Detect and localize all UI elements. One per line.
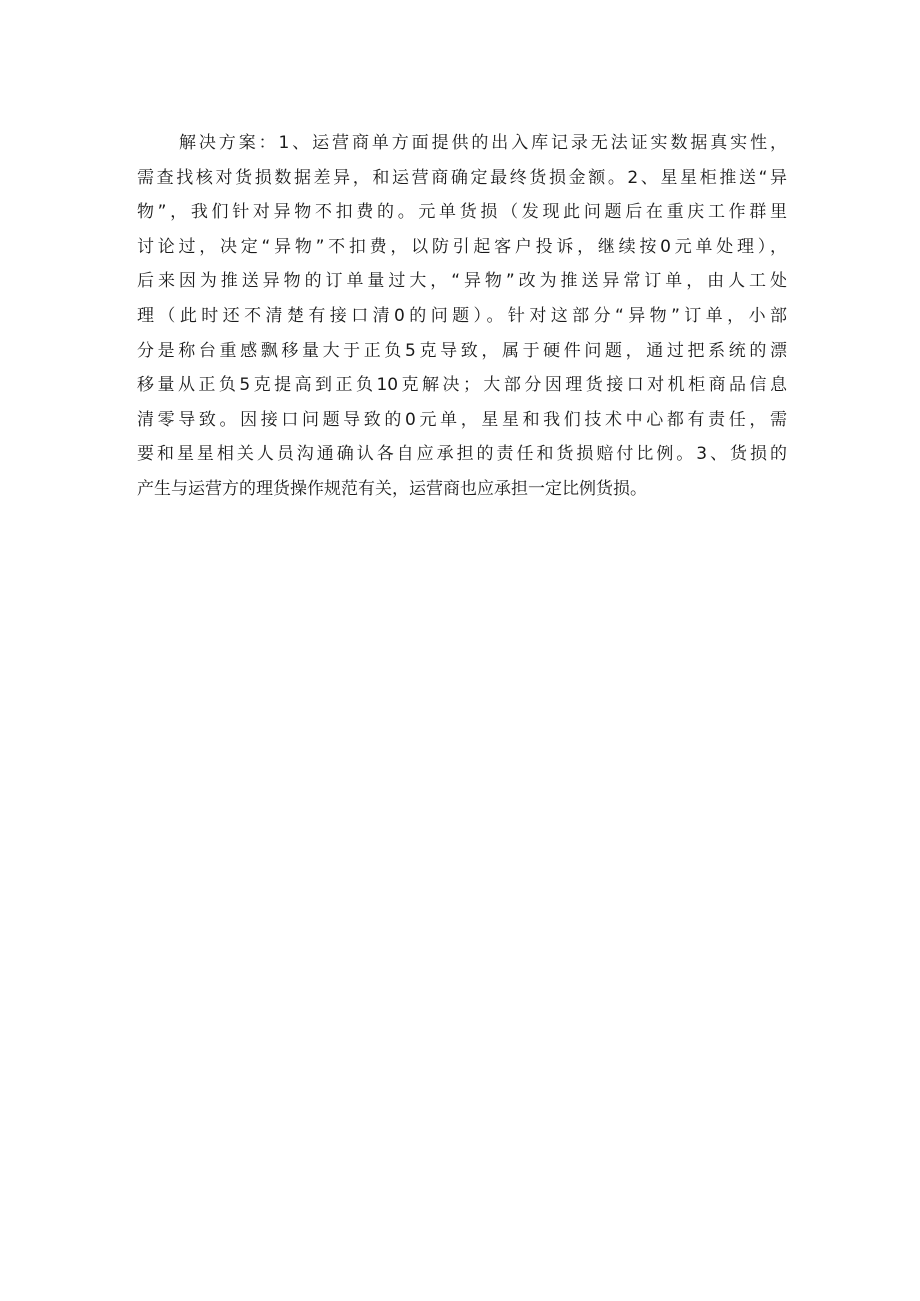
paragraph-line: 需查找核对货损数据差异，和运营商确定最终货损金额。2、星星柜推送“异 xyxy=(137,167,787,188)
paragraph-line: 物”，我们针对异物不扣费的。元单货损（发现此问题后在重庆工作群里 xyxy=(137,202,787,223)
paragraph-line: 讨论过，决定“异物”不扣费，以防引起客户投诉，继续按0元单处理）， xyxy=(137,236,787,257)
paragraph-line: 分是称台重感飘移量大于正负5克导致，属于硬件问题，通过把系统的漂 xyxy=(137,340,787,361)
body-paragraph xyxy=(137,126,787,507)
paragraph-line: 解决方案：1、运营商单方面提供的出入库记录无法证实数据真实性， xyxy=(179,133,787,153)
paragraph-line: 理（此时还不清楚有接口清0的问题）。针对这部分“异物”订单，小部 xyxy=(137,305,787,326)
paragraph-line: 要和星星相关人员沟通确认各自应承担的责任和货损赔付比例。3、货损的 xyxy=(137,444,787,465)
paragraph-line: 后来因为推送异物的订单量过大，“异物”改为推送异常订单，由人工处 xyxy=(137,271,787,292)
paragraph-line: 清零导致。因接口问题导致的0元单，星星和我们技术中心都有责任，需 xyxy=(137,409,787,430)
paragraph-line: 移量从正负5克提高到正负10克解决；大部分因理货接口对机柜商品信息 xyxy=(137,375,787,396)
paragraph-line: 产生与运营方的理货操作规范有关，运营商也应承担一定比例货损。 xyxy=(137,478,647,499)
